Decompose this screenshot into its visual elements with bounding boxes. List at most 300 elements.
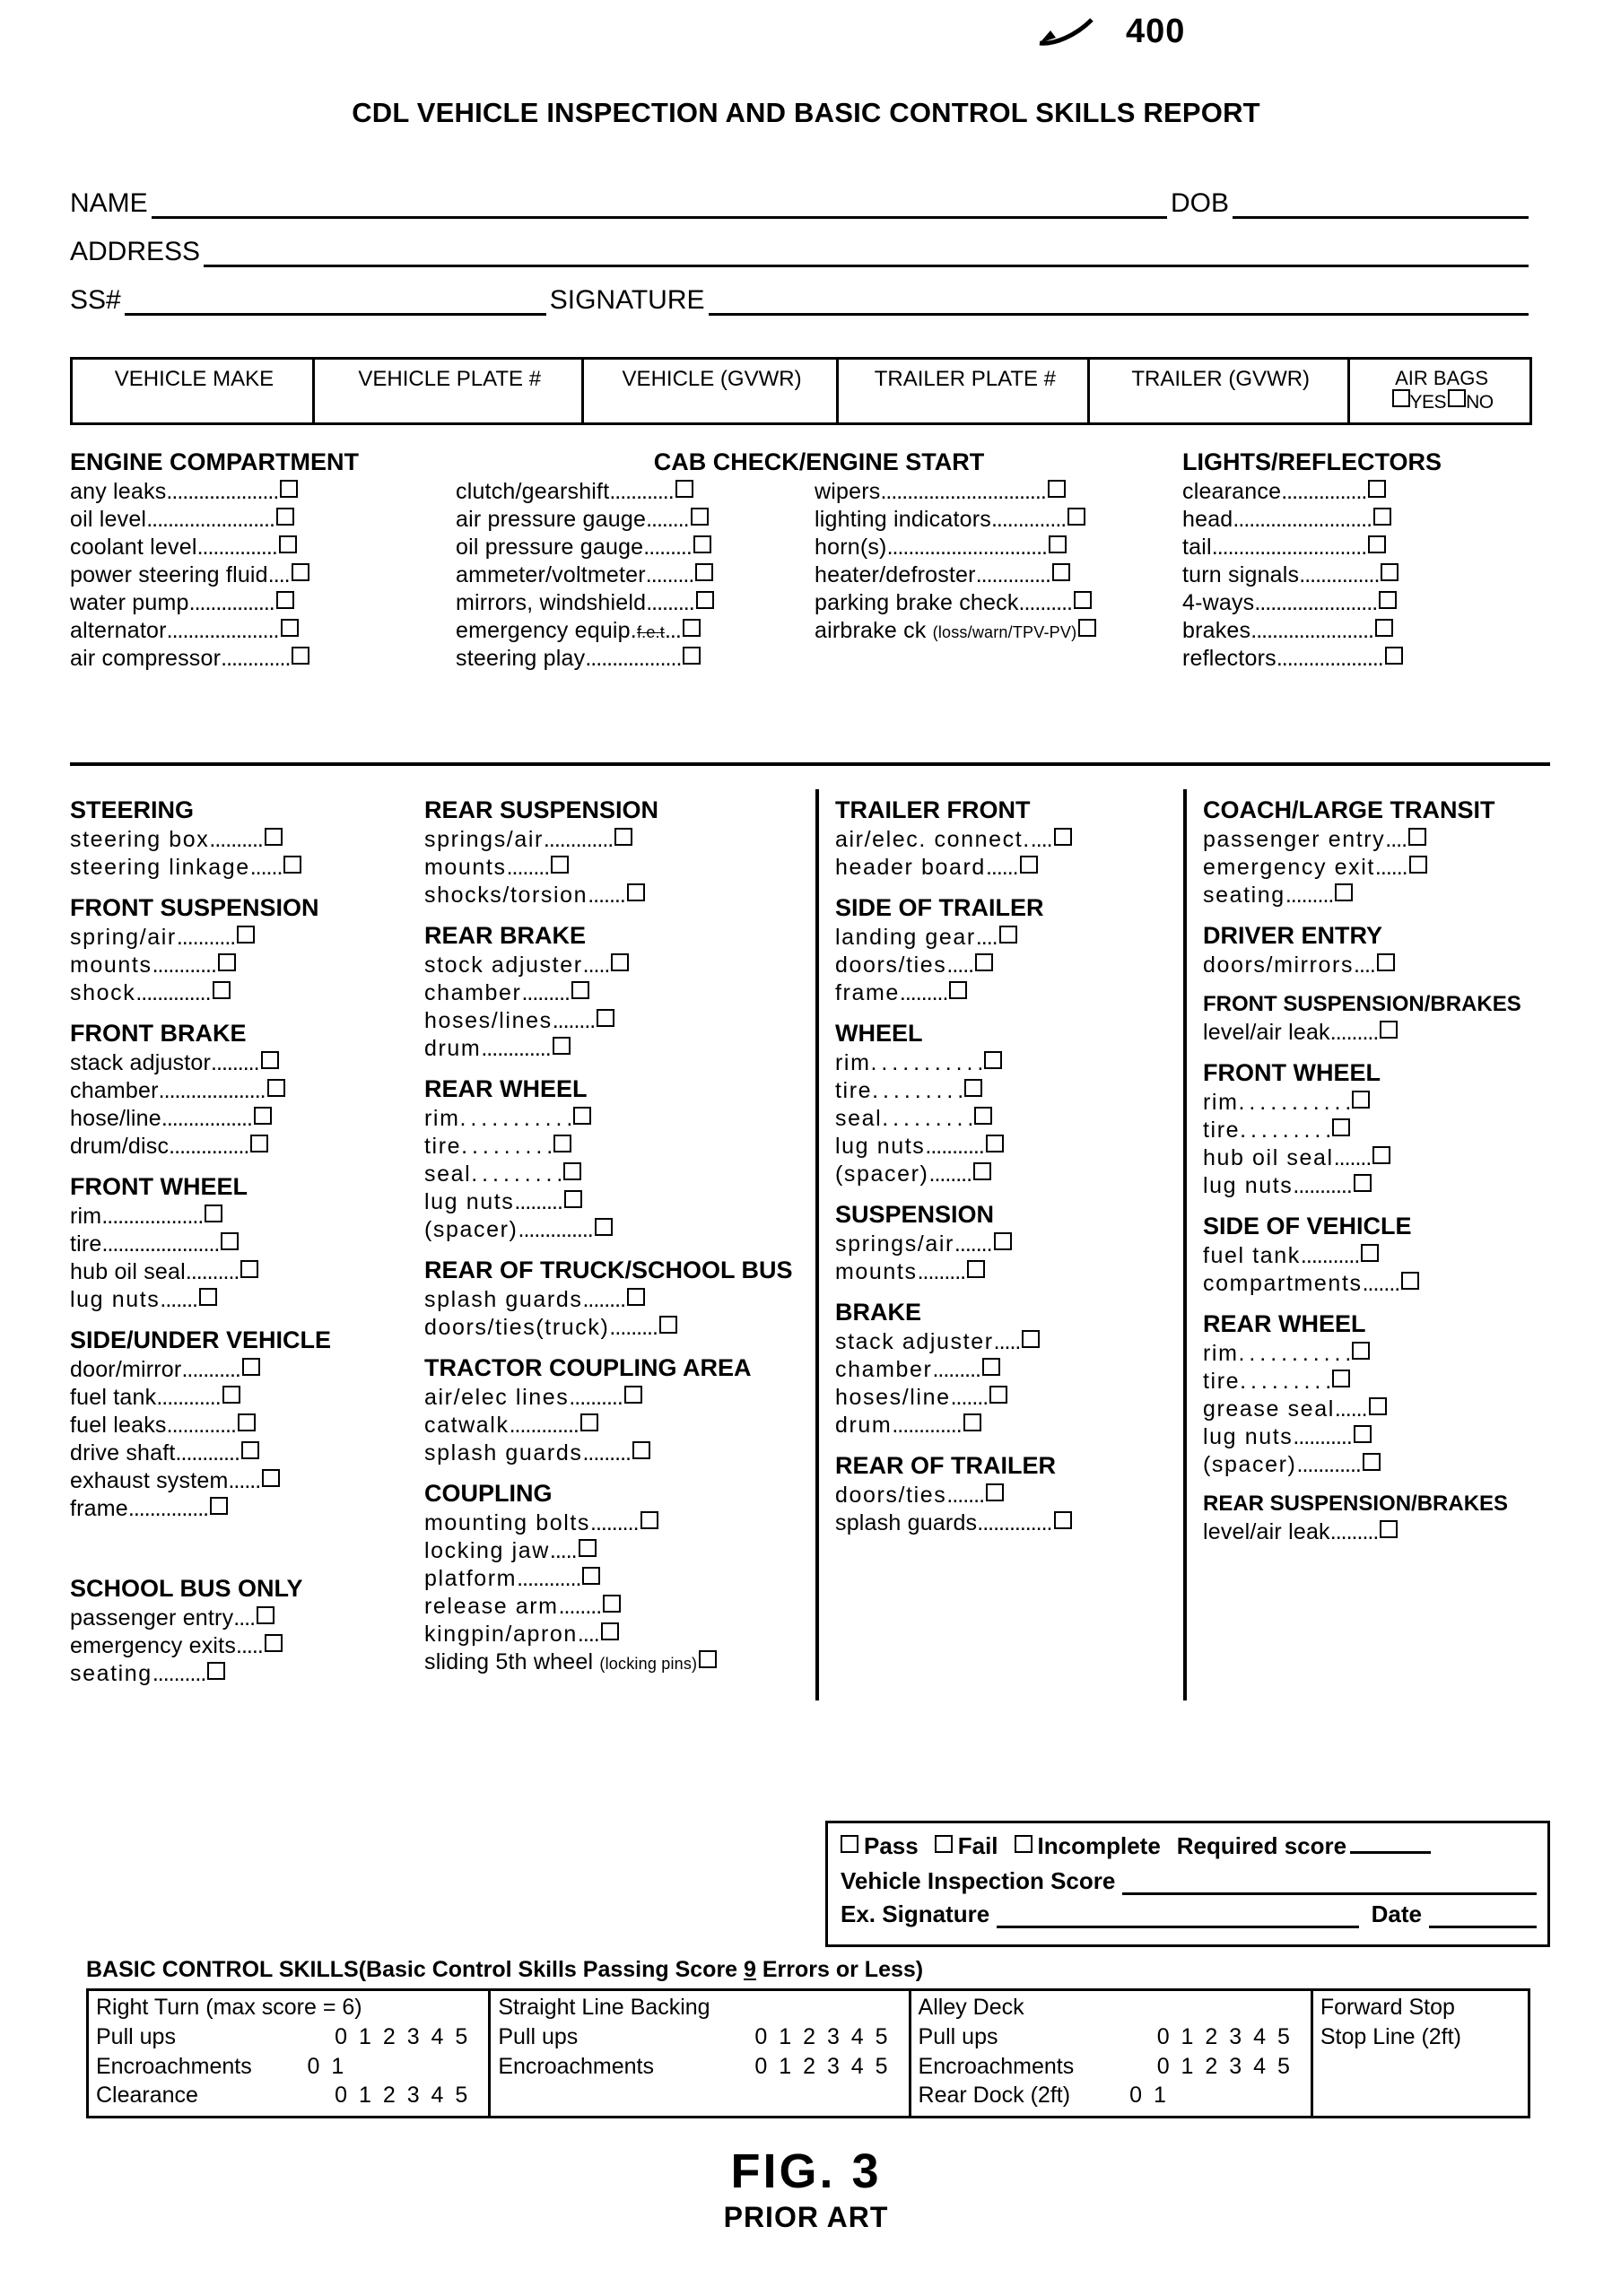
checkbox[interactable] (967, 1260, 985, 1278)
checkbox[interactable] (1332, 1370, 1350, 1387)
basic-control-skills-table (86, 1988, 1530, 2118)
checklist-item[interactable]: turn signals............... (1182, 561, 1541, 589)
bcs-column-forward-stop (1313, 1991, 1528, 2116)
page-title: CDL VEHICLE INSPECTION AND BASIC CONTROL SKILLS REPORT (352, 97, 1260, 128)
checkbox[interactable] (265, 828, 283, 846)
checklist-item[interactable]: hub oil seal....... (1203, 1144, 1545, 1172)
ss-input[interactable] (125, 290, 546, 316)
checklist-item[interactable]: heater/defroster.............. (815, 561, 1182, 589)
checklist-item[interactable]: doors/ties(truck)......... (424, 1314, 806, 1342)
checkbox[interactable] (240, 1260, 258, 1278)
checkbox[interactable] (582, 1567, 600, 1585)
checkbox[interactable] (1377, 953, 1395, 971)
checkbox[interactable] (222, 1386, 240, 1404)
checklist-item[interactable]: steering linkage...... (70, 854, 419, 882)
checkbox[interactable] (292, 563, 309, 581)
checkbox[interactable] (276, 508, 294, 526)
checkbox[interactable] (693, 535, 711, 553)
checklist-item[interactable]: emergency exits..... (70, 1632, 419, 1660)
checkbox[interactable] (611, 953, 629, 971)
checkbox[interactable] (973, 1162, 991, 1180)
vehicle-score-label: Vehicle Inspection Score (841, 1867, 1116, 1894)
section-steering (70, 796, 419, 882)
checkbox[interactable] (1078, 619, 1096, 637)
checkbox[interactable] (1332, 1118, 1350, 1136)
checkbox[interactable] (1409, 856, 1427, 874)
bcs-row[interactable]: Rear Dock (2ft) 0 1 (918, 2083, 1169, 2108)
checkbox[interactable] (1354, 1174, 1372, 1192)
checkbox[interactable] (1368, 535, 1386, 553)
bcs-row[interactable]: Pull ups 0 1 2 3 4 5 (96, 2024, 471, 2049)
checkbox[interactable] (683, 619, 701, 637)
checklist-item[interactable]: lighting indicators.............. (815, 506, 1182, 534)
section-title: COUPLING (424, 1480, 553, 1507)
divider-top (70, 762, 1550, 766)
checkbox[interactable] (1368, 480, 1386, 498)
checkbox[interactable] (551, 856, 569, 874)
section-title: REAR WHEEL (1203, 1310, 1366, 1337)
checkbox[interactable] (986, 1135, 1004, 1152)
vehicle-score-row (841, 1867, 1537, 1895)
checkbox[interactable] (1375, 619, 1393, 637)
checklist-item[interactable]: lug nuts......... (424, 1188, 806, 1216)
checklist-item[interactable]: airbrake ck (loss/warn/TPV-PV) (815, 617, 1182, 645)
checkbox[interactable] (691, 508, 709, 526)
checkbox[interactable] (221, 1232, 239, 1250)
checklist-item[interactable]: rim. . . . . . . . . . . (1203, 1089, 1545, 1117)
checklist-item[interactable]: seating.......... (70, 1660, 419, 1688)
checkbox[interactable] (254, 1107, 272, 1125)
section-title: BRAKE (835, 1299, 922, 1326)
examiner-signature-row (841, 1900, 1537, 1928)
checklist-item[interactable]: shocks/torsion....... (424, 882, 806, 909)
checkbox[interactable] (213, 981, 231, 999)
checklist-item[interactable]: platform............ (424, 1565, 806, 1593)
signature-input[interactable] (709, 290, 1529, 316)
incomplete-option[interactable]: Incomplete (1015, 1832, 1161, 1860)
checkbox[interactable] (218, 953, 236, 971)
fail-checkbox[interactable] (935, 1835, 953, 1853)
checkbox[interactable] (1354, 1425, 1372, 1443)
checkbox[interactable] (1380, 1021, 1398, 1039)
checklist-item[interactable]: clearance................ (1182, 478, 1541, 506)
checklist-item[interactable]: reflectors.................... (1182, 645, 1541, 673)
checkbox[interactable] (1352, 1091, 1370, 1109)
checklist-item[interactable]: seating......... (1203, 882, 1545, 909)
checklist-item[interactable]: rim................... (70, 1203, 419, 1231)
checkbox[interactable] (292, 647, 309, 665)
bcs-column-header: Right Turn (max score = 6) (96, 1995, 362, 2020)
checkbox[interactable] (1372, 1146, 1390, 1164)
checklist-item[interactable]: locking jaw..... (424, 1537, 806, 1565)
checkbox[interactable] (262, 1469, 280, 1487)
checklist-item[interactable]: passenger entry.... (70, 1605, 419, 1632)
arrow-icon (1036, 14, 1117, 50)
checklist-item[interactable]: springs/air............. (424, 826, 806, 854)
address-input[interactable] (204, 241, 1529, 267)
checklist-item[interactable]: mounts........ (424, 854, 806, 882)
checklist-item[interactable]: (spacer)............ (1203, 1451, 1545, 1479)
checkbox[interactable] (1408, 828, 1426, 846)
bcs-row[interactable]: Encroachments 0 1 2 3 4 5 (498, 2053, 891, 2079)
checklist-item[interactable]: emergency equip.f.e.t... (456, 617, 815, 645)
ss-label: SS# (70, 285, 121, 315)
bcs-row[interactable]: Clearance 0 1 2 3 4 5 (96, 2083, 471, 2108)
checklist-item[interactable]: mounting bolts......... (424, 1509, 806, 1537)
vehicle-score-input[interactable] (1122, 1873, 1537, 1895)
checkbox[interactable] (1352, 1342, 1370, 1360)
checkbox[interactable] (237, 926, 255, 944)
cab-check-section (456, 448, 1182, 673)
checklist-item[interactable]: air pressure gauge........ (456, 506, 815, 534)
checkbox[interactable] (553, 1037, 571, 1055)
checkbox[interactable] (695, 563, 713, 581)
signature-label: SIGNATURE (549, 285, 705, 315)
section-coupling (424, 1480, 806, 1676)
top-inspection-block (70, 448, 1550, 673)
checklist-item[interactable]: frame......... (835, 979, 1178, 1007)
checkbox[interactable] (597, 1009, 614, 1027)
figure-callout (1036, 13, 1185, 51)
checkbox[interactable] (994, 1232, 1012, 1250)
checkbox[interactable] (573, 1107, 591, 1125)
checkbox[interactable] (974, 1107, 992, 1125)
dob-label: DOB (1170, 188, 1229, 218)
checkbox[interactable] (975, 953, 993, 971)
section-title: REAR SUSPENSION (424, 796, 659, 823)
section-title: REAR BRAKE (424, 922, 587, 949)
engine-compartment-title: ENGINE COMPARTMENT (70, 448, 359, 475)
section-title: FRONT WHEEL (70, 1173, 248, 1200)
checkbox[interactable] (279, 535, 297, 553)
checklist-item[interactable]: lug nuts........... (1203, 1423, 1545, 1451)
section-title: SUSPENSION (835, 1201, 995, 1228)
checklist-item[interactable]: 4-ways....................... (1182, 589, 1541, 617)
checklist-item[interactable]: oil level........................ (70, 506, 456, 534)
checkbox[interactable] (624, 1386, 642, 1404)
examiner-signature-input[interactable] (997, 1906, 1358, 1928)
checkbox[interactable] (1054, 1511, 1072, 1529)
section-rear-wheel-4 (1203, 1310, 1545, 1479)
checklist-item[interactable]: sliding 5th wheel (locking pins) (424, 1648, 806, 1676)
bcs-column-header: Forward Stop (1320, 1995, 1455, 2020)
checkbox[interactable] (627, 1288, 645, 1306)
checkbox[interactable] (982, 1358, 1000, 1376)
checkbox[interactable] (207, 1662, 225, 1680)
checkbox[interactable] (601, 1622, 619, 1640)
checklist-item[interactable]: head.......................... (1182, 506, 1541, 534)
checkbox[interactable] (242, 1358, 260, 1376)
address-label: ADDRESS (70, 237, 201, 266)
section-title: FRONT SUSPENSION (70, 894, 319, 921)
checkbox[interactable] (1020, 856, 1038, 874)
checkbox[interactable] (1381, 563, 1399, 581)
checklist-item[interactable]: fuel tank........... (1203, 1242, 1545, 1270)
checkbox[interactable] (999, 926, 1017, 944)
checkbox[interactable] (595, 1218, 613, 1236)
checkbox[interactable] (1401, 1272, 1419, 1290)
checklist-item[interactable]: seal. . . . . . . . . (424, 1161, 806, 1188)
checkbox[interactable] (614, 828, 632, 846)
checklist-item[interactable]: seal. . . . . . . . . (835, 1105, 1178, 1133)
checklist-item[interactable]: catwalk............. (424, 1412, 806, 1439)
checklist-item[interactable]: splash guards......... (424, 1439, 806, 1467)
required-score-input[interactable] (1350, 1833, 1431, 1854)
bcs-row[interactable]: Encroachments 0 1 (96, 2053, 347, 2079)
section-title: REAR WHEEL (424, 1075, 588, 1102)
figure-caption: FIG. 3 (730, 2144, 882, 2198)
checkbox[interactable] (199, 1288, 217, 1306)
checklist-item[interactable]: chamber......... (835, 1356, 1178, 1384)
bcs-column-right-turn (89, 1991, 491, 2116)
bcs-row[interactable]: Pull ups 0 1 2 3 4 5 (498, 2024, 891, 2049)
identity-block (70, 170, 1532, 316)
air-bags-options[interactable]: YES NO (1359, 389, 1524, 413)
bcs-row[interactable]: Stop Line (2ft) (1320, 2024, 1461, 2049)
required-score-field[interactable]: Required score (1177, 1832, 1431, 1860)
checklist-item[interactable]: lug nuts....... (70, 1286, 419, 1314)
checkbox[interactable] (241, 1441, 259, 1459)
checkbox[interactable] (1335, 883, 1353, 901)
checklist-item[interactable]: any leaks..................... (70, 478, 456, 506)
fail-option[interactable]: Fail (935, 1832, 998, 1860)
section-title: REAR OF TRAILER (835, 1452, 1056, 1479)
checklist-item[interactable]: stack adjuster..... (835, 1328, 1178, 1356)
checkbox[interactable] (205, 1205, 222, 1222)
checkbox[interactable] (1054, 828, 1072, 846)
checklist-item[interactable]: drum............. (835, 1412, 1178, 1439)
checkbox[interactable] (238, 1413, 256, 1431)
section-driver-entry (1203, 922, 1545, 979)
checklist-item[interactable]: rim. . . . . . . . . . . (424, 1105, 806, 1133)
checkbox[interactable] (989, 1386, 1007, 1404)
checklist-item[interactable]: tire. . . . . . . . . (1203, 1368, 1545, 1396)
checkbox[interactable] (1385, 647, 1403, 665)
checkbox[interactable] (640, 1511, 658, 1529)
checklist-item[interactable]: frame............... (70, 1495, 419, 1523)
checkbox[interactable] (267, 1079, 285, 1097)
checkbox[interactable] (283, 856, 301, 874)
checklist-item[interactable]: horn(s).............................. (815, 534, 1182, 561)
checklist-item[interactable]: stock adjuster..... (424, 952, 806, 979)
section-tractor-coupling-area (424, 1354, 806, 1467)
checkbox[interactable] (984, 1051, 1002, 1069)
checkbox[interactable] (261, 1051, 279, 1069)
checkbox[interactable] (1049, 535, 1067, 553)
checkbox[interactable] (579, 1539, 597, 1557)
inspection-column-1 (70, 789, 424, 1700)
checklist-item[interactable]: coolant level............... (70, 534, 456, 561)
checklist-item[interactable]: mounts......... (835, 1258, 1178, 1286)
section-title: STEERING (70, 796, 195, 823)
section-side-of-trailer (835, 894, 1178, 1007)
checklist-item[interactable]: hoses/lines........ (424, 1007, 806, 1035)
checkbox[interactable] (632, 1441, 650, 1459)
checkbox[interactable] (675, 480, 693, 498)
checklist-item[interactable]: splash guards........ (424, 1286, 806, 1314)
checkbox[interactable] (1361, 1244, 1379, 1262)
figure-callout-number: 400 (1126, 13, 1186, 50)
checklist-item[interactable]: hub oil seal.......... (70, 1258, 419, 1286)
checklist-item[interactable]: splash guards.............. (835, 1509, 1178, 1537)
checklist-item[interactable]: hose/line................. (70, 1105, 419, 1133)
checkbox[interactable] (1052, 563, 1070, 581)
checklist-item[interactable]: kingpin/apron.... (424, 1621, 806, 1648)
checklist-item[interactable]: doors/ties..... (835, 952, 1178, 979)
checkbox[interactable] (580, 1413, 598, 1431)
checkbox[interactable] (276, 591, 294, 609)
checkbox[interactable] (603, 1595, 621, 1613)
bcs-column-alley-deck (911, 1991, 1313, 2116)
air-bags-no-checkbox[interactable] (1448, 389, 1466, 407)
checklist-item[interactable]: clutch/gearshift............ (456, 478, 815, 506)
checkbox[interactable] (696, 591, 714, 609)
checkbox[interactable] (1380, 1520, 1398, 1538)
pass-option[interactable]: Pass (841, 1832, 919, 1860)
bcs-heading-bold: BASIC CONTROL SKILLS (86, 1957, 359, 1982)
checkbox[interactable] (1369, 1397, 1387, 1415)
checkbox[interactable] (964, 1079, 982, 1097)
name-input[interactable] (152, 193, 1167, 219)
checklist-item[interactable]: header board...... (835, 854, 1178, 882)
checklist-item[interactable]: release arm........ (424, 1593, 806, 1621)
checklist-item[interactable]: emergency exit...... (1203, 854, 1545, 882)
checkbox[interactable] (627, 883, 645, 901)
checkbox[interactable] (257, 1606, 274, 1624)
section-title: FRONT BRAKE (70, 1020, 247, 1047)
air-bags-yes-checkbox[interactable] (1392, 389, 1410, 407)
checkbox[interactable] (986, 1483, 1004, 1501)
section-trailer-front (835, 796, 1178, 882)
checkbox[interactable] (1373, 508, 1391, 526)
checklist-item[interactable]: springs/air....... (835, 1231, 1178, 1258)
checklist-item[interactable]: ammeter/voltmeter......... (456, 561, 815, 589)
checkbox[interactable] (659, 1316, 677, 1334)
checklist-item[interactable]: rim. . . . . . . . . . . (1203, 1340, 1545, 1368)
checklist-item[interactable]: doors/ties....... (835, 1482, 1178, 1509)
checklist-item[interactable]: compartments....... (1203, 1270, 1545, 1298)
checklist-item[interactable]: level/air leak......... (1203, 1019, 1545, 1047)
trailer-gvwr-header: TRAILER (GVWR) (1090, 360, 1350, 422)
date-input[interactable] (1429, 1906, 1537, 1928)
checklist-item[interactable]: tire...................... (70, 1231, 419, 1258)
checklist-item[interactable]: tire. . . . . . . . . (1203, 1117, 1545, 1144)
checkbox[interactable] (683, 647, 701, 665)
dob-input[interactable] (1233, 193, 1529, 219)
checklist-item[interactable]: alternator..................... (70, 617, 456, 645)
checklist-item[interactable]: doors/mirrors.... (1203, 952, 1545, 979)
section-title: SCHOOL BUS ONLY (70, 1575, 303, 1602)
incomplete-checkbox[interactable] (1015, 1835, 1033, 1853)
checklist-item[interactable]: chamber.................... (70, 1077, 419, 1105)
checkbox[interactable] (1022, 1330, 1040, 1348)
vehicle-gvwr-header: VEHICLE (GVWR) (584, 360, 840, 422)
bcs-row[interactable]: Encroachments 0 1 2 3 4 5 (918, 2053, 1293, 2079)
checklist-item[interactable]: steering box.......... (70, 826, 419, 854)
lights-reflectors-title: LIGHTS/REFLECTORS (1182, 448, 1442, 475)
checklist-item[interactable]: wipers............................... (815, 478, 1182, 506)
checklist-item[interactable]: fuel leaks............. (70, 1412, 419, 1439)
checklist-item[interactable]: water pump................ (70, 589, 456, 617)
checklist-item[interactable]: drum............. (424, 1035, 806, 1063)
checkbox[interactable] (1363, 1453, 1381, 1471)
section-coach-large-transit (1203, 796, 1545, 909)
checkbox[interactable] (553, 1135, 571, 1152)
checklist-item[interactable]: lug nuts........... (1203, 1172, 1545, 1200)
checklist-item[interactable]: mounts............ (70, 952, 419, 979)
section-brake (835, 1299, 1178, 1439)
airbrake-note: (loss/warn/TPV-PV) (932, 623, 1077, 641)
checkbox[interactable] (563, 1162, 581, 1180)
section-title: REAR OF TRUCK/SCHOOL BUS (424, 1257, 793, 1283)
checklist-item[interactable]: hoses/line....... (835, 1384, 1178, 1412)
checklist-item[interactable]: exhaust system...... (70, 1467, 419, 1495)
checklist-item[interactable]: brakes....................... (1182, 617, 1541, 645)
checklist-item[interactable]: mirrors, windshield......... (456, 589, 815, 617)
checklist-item[interactable]: level/air leak......... (1203, 1518, 1545, 1546)
checklist-item[interactable]: passenger entry.... (1203, 826, 1545, 854)
checkbox[interactable] (1048, 480, 1066, 498)
checklist-item[interactable]: grease seal...... (1203, 1396, 1545, 1423)
checklist-item[interactable]: lug nuts........... (835, 1133, 1178, 1161)
checkbox[interactable] (699, 1650, 717, 1668)
checklist-item[interactable]: landing gear.... (835, 924, 1178, 952)
checklist-item[interactable]: (spacer)........ (835, 1161, 1178, 1188)
checklist-item[interactable]: parking brake check.......... (815, 589, 1182, 617)
checkbox[interactable] (250, 1135, 268, 1152)
checkbox[interactable] (571, 981, 589, 999)
checklist-item[interactable]: tire. . . . . . . . . (424, 1133, 806, 1161)
section-suspension (835, 1201, 1178, 1286)
checkbox[interactable] (280, 480, 298, 498)
bcs-row[interactable]: Pull ups 0 1 2 3 4 5 (918, 2024, 1293, 2049)
checklist-item[interactable]: door/mirror........... (70, 1356, 419, 1384)
checkbox[interactable] (963, 1413, 981, 1431)
checklist-item[interactable]: (spacer).............. (424, 1216, 806, 1244)
checklist-item[interactable]: tire. . . . . . . . . (835, 1077, 1178, 1105)
checkbox[interactable] (1074, 591, 1092, 609)
checklist-item[interactable]: air compressor............. (70, 645, 456, 673)
checklist-item[interactable]: fuel tank............ (70, 1384, 419, 1412)
checklist-item[interactable]: shock.............. (70, 979, 419, 1007)
section-front-wheel-4 (1203, 1059, 1545, 1200)
checkbox[interactable] (281, 619, 299, 637)
section-title: FRONT SUSPENSION/BRAKES (1203, 992, 1521, 1016)
checkbox[interactable] (1067, 508, 1085, 526)
checklist-item[interactable]: tail............................. (1182, 534, 1541, 561)
checkbox[interactable] (564, 1190, 582, 1208)
checklist-item[interactable]: oil pressure gauge......... (456, 534, 815, 561)
checklist-item[interactable]: drum/disc............... (70, 1133, 419, 1161)
checklist-item[interactable]: power steering fluid.... (70, 561, 456, 589)
checklist-item[interactable]: drive shaft............ (70, 1439, 419, 1467)
checklist-item[interactable]: chamber......... (424, 979, 806, 1007)
checklist-item[interactable]: air/elec. connect..... (835, 826, 1178, 854)
pass-checkbox[interactable] (841, 1835, 858, 1853)
air-bags-cell (1350, 360, 1529, 422)
checkbox[interactable] (1379, 591, 1397, 609)
checklist-item[interactable]: rim. . . . . . . . . . . (835, 1049, 1178, 1077)
checkbox[interactable] (210, 1497, 228, 1515)
checklist-item[interactable]: spring/air........... (70, 924, 419, 952)
checkbox[interactable] (265, 1634, 283, 1652)
checkbox[interactable] (949, 981, 967, 999)
checklist-item[interactable]: air/elec lines.......... (424, 1384, 806, 1412)
checklist-item[interactable]: steering play.................. (456, 645, 815, 673)
checklist-item[interactable]: stack adjustor......... (70, 1049, 419, 1077)
section-title: SIDE OF VEHICLE (1203, 1213, 1412, 1239)
main-inspection-grid (70, 789, 1550, 1700)
